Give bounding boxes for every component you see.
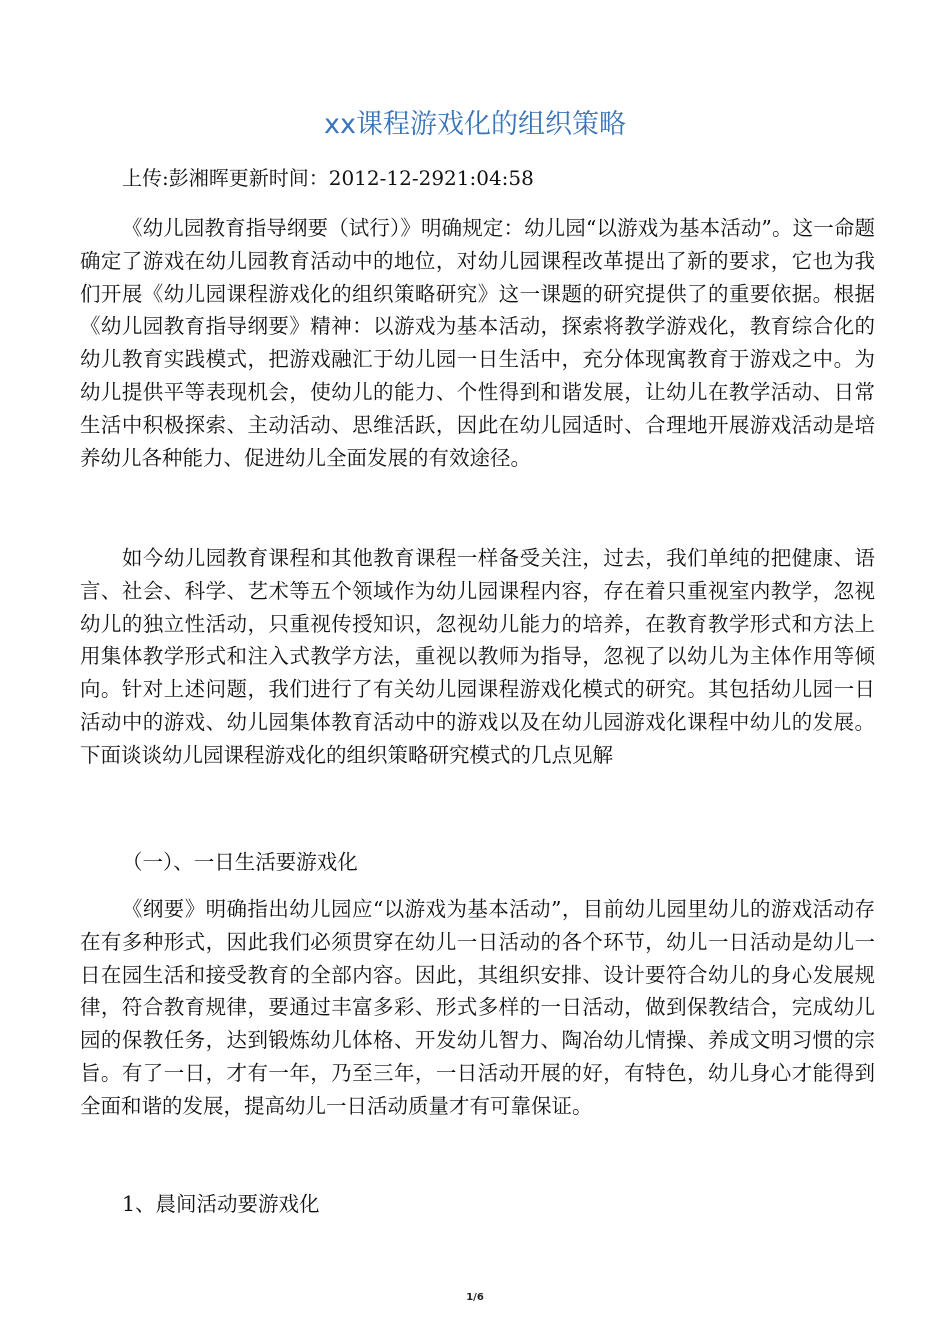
paragraph-intro: 《幼儿园教育指导纲要（试行）》明确规定：幼儿园“以游戏为基本活动”。这一命题确定了游戏在幼儿园教育活动中的地位，对幼儿园课程改革提出了新的要求，它也为我们开展《幼儿园课程游戏化的组织策略研究》这一课题的研究提供了的重要依据。根据《幼儿园教育指导纲要》精神：以游戏为基本活动，探索将教学游戏化，教育综合化的幼儿教育实践模式，把游戏融汇于幼儿园一日生活中，充分体现寓教育于游戏之中。为幼儿提供平等表现机会，使幼儿的能力、个性得到和谐发展，让幼儿在教学活动、日常生活中积极探索、主动活动、思维活跃，因此在幼儿园适时、合理地开展游戏活动是培养幼儿各种能力、促进幼儿全面发展的有效途径。 (80, 216, 875, 470)
subsection-heading-morning: 1、晨间活动要游戏化 (122, 1192, 320, 1216)
upload-meta: 上传:彭湘晖更新时间：2012-12-2921:04:58 (122, 166, 534, 190)
paragraph-background: 如今幼儿园教育课程和其他教育课程一样备受关注，过去，我们单纯的把健康、语言、社会、科学、艺术等五个领域作为幼儿园课程内容，存在着只重视室内教学，忽视幼儿的独立性活动，只重视传授知识，忽视幼儿能力的培养，在教育教学形式和方法上用集体教学形式和注入式教学方法，重视以教师为指导，忽视了以幼儿为主体作用等倾向。针对上述问题，我们进行了有关幼儿园课程游戏化模式的研究。其包括幼儿园一日活动中的游戏、幼儿园集体教育活动中的游戏以及在幼儿园游戏化课程中幼儿的发展。下面谈谈幼儿园课程游戏化的组织策略研究模式的几点见解 (80, 546, 875, 767)
paragraph-daily-life: 《纲要》明确指出幼儿园应“以游戏为基本活动”，目前幼儿园里幼儿的游戏活动存在有多种形式，因此我们必须贯穿在幼儿一日活动的各个环节，幼儿一日活动是幼儿一日在园生活和接受教育的全部内容。因此，其组织安排、设计要符合幼儿的身心发展规律，符合教育规律，要通过丰富多彩、形式多样的一日活动，做到保教结合，完成幼儿园的保教任务，达到锻炼幼儿体格、开发幼儿智力、陶冶幼儿情操、养成文明习惯的宗旨。有了一日，才有一年，乃至三年，一日活动开展的好，有特色，幼儿身心才能得到全面和谐的发展，提高幼儿一日活动质量才有可靠保证。 (80, 897, 875, 1118)
document-title: xx课程游戏化的组织策略 (324, 109, 626, 140)
page-number: 1/6 (466, 1292, 484, 1303)
section-heading-daily-life: （一）、一日生活要游戏化 (122, 850, 358, 874)
